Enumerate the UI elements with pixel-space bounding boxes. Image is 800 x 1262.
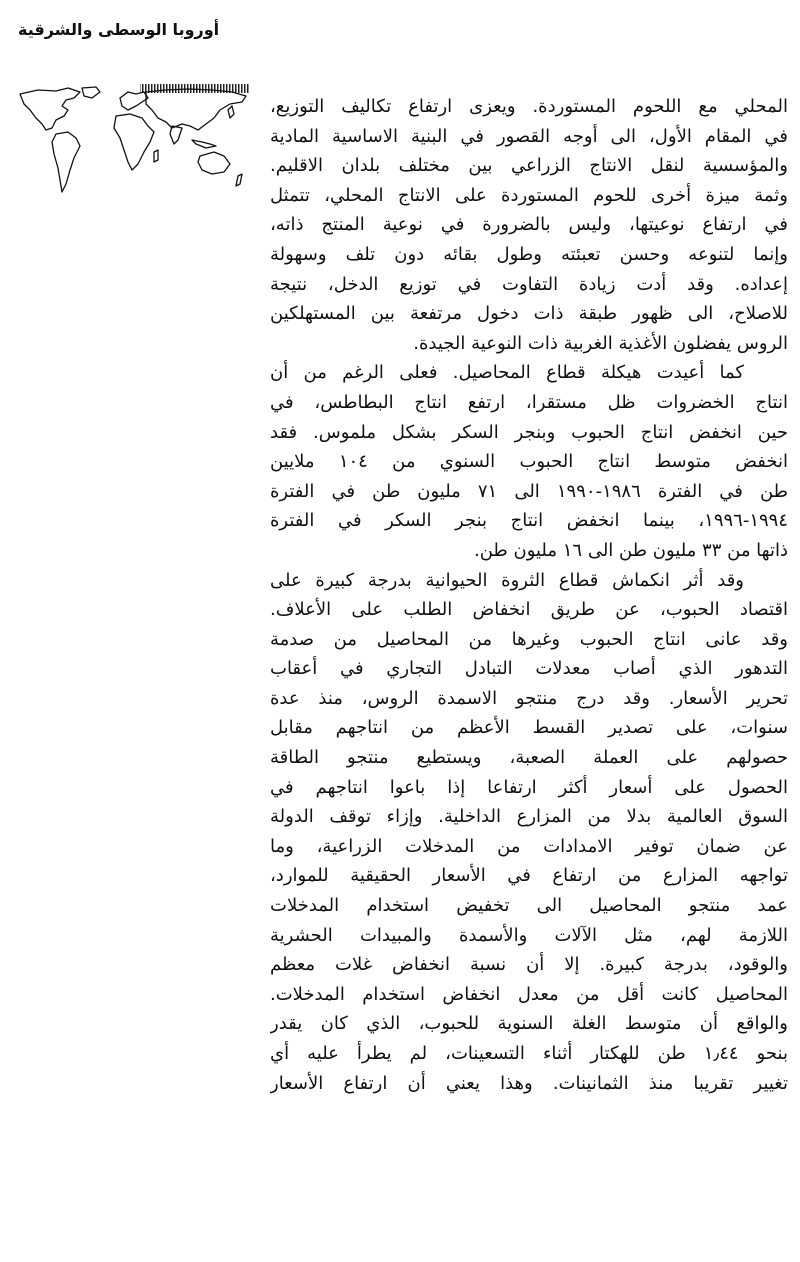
section-title: أوروبا الوسطى والشرقية (18, 20, 220, 39)
continent-japan (228, 106, 234, 118)
paragraph-1 (270, 92, 788, 358)
text-line: تحرير الأسعار. وقد درج منتجو الاسمدة الروس، منذ عدة (270, 687, 788, 709)
text-line: وإنما لتنوعه وحسن تعبئته وطول بقائه دون تلف وسهولة (270, 243, 788, 265)
continent-australia (198, 152, 230, 174)
text-line: عن ضمان توفير الامدادات من المدخلات الزراعية، وما (270, 835, 788, 857)
continent-indonesia (192, 140, 216, 148)
text-line: طن في الفترة ١٩٨٦-١٩٩٠ الى ٧١ مليون طن في الفترة (270, 480, 788, 502)
text-line: انخفض متوسط انتاج الحبوب السنوي من ١٠٤ ملايين (270, 451, 788, 473)
continent-greenland (82, 87, 100, 98)
continent-europe (120, 92, 148, 110)
continent-south-america (52, 132, 80, 192)
text-line: حصولهم على العملة الصعبة، ويستطيع منتجو الطاقة (270, 747, 788, 769)
page-header (0, 18, 800, 52)
article-body (270, 92, 788, 1098)
text-line: والوقود، بدرجة كبيرة. إلا أن نسبة انخفاض غلات معظم (270, 954, 788, 976)
continent-new-zealand (236, 174, 242, 186)
text-line: وثمة ميزة أخرى للحوم المستوردة على الانتاج المحلي، تتمثل (270, 184, 788, 206)
text-line: السوق العالمية بدلا من المزارع الداخلية. وإزاء توقف الدولة (270, 806, 788, 828)
continent-madagascar (154, 150, 158, 162)
highlight-band (140, 84, 250, 93)
text-line: انتاج الخضروات ظل مستقرا، ارتفع انتاج البطاطس، في (270, 391, 788, 413)
text-line: سنوات، على تصدير القسط الأعظم من انتاجهم مقابل (270, 717, 788, 739)
text-line: المحاصيل كانت أقل من معدل انخفاض استخدام المدخلات. (270, 983, 788, 1005)
text-line: الحصول على أسعار أكثر ارتفاعا إذا باعوا انتاجهم في (270, 776, 788, 798)
text-line: اللازمة لهم، مثل الآلات والأسمدة والمبيدات الحشرية (270, 924, 788, 946)
text-line: ١٩٩٤-١٩٩٦، بينما انخفض انتاج بنجر السكر في الفترة (270, 510, 788, 532)
text-line: كما أعيدت هيكلة قطاع المحاصيل. فعلى الرغم من أن (270, 362, 744, 384)
text-line: تواجهه المزارع من ارتفاع في الأسعار الحقيقية للموارد، (270, 865, 788, 887)
text-line: والمؤسسية لنقل الانتاج الزراعي بين مختلف بلدان الاقليم. (270, 155, 788, 177)
text-line: في المقام الأول، الى أوجه القصور في البنية الاساسية المادية (270, 125, 788, 147)
text-line: الروس يفضلون الأغذية الغربية ذات النوعية الجيدة. (413, 332, 788, 354)
paragraph-2 (270, 358, 788, 565)
continent-north-america (20, 88, 80, 130)
text-line: وقد أثر انكماش قطاع الثروة الحيوانية بدرجة كبيرة على (270, 569, 744, 591)
text-line: المحلي مع اللحوم المستوردة. ويعزى ارتفاع تكاليف التوزيع، (270, 96, 788, 117)
text-line: اقتصاد الحبوب، عن طريق انخفاض الطلب على الأعلاف. (270, 599, 788, 621)
text-line: التدهور الذي أصاب معدلات التبادل التجاري في أعقاب (270, 658, 788, 680)
world-map-icon (16, 84, 250, 208)
text-line: والواقع أن متوسط الغلة السنوية للحبوب، الذي كان يقدر (270, 1013, 788, 1035)
text-line: وقد عانى انتاج الحبوب وغيرها من المحاصيل من صدمة (270, 628, 788, 650)
continent-india (170, 126, 182, 144)
continent-asia (146, 89, 246, 130)
text-line: عمد منتجو المحاصيل الى تخفيض استخدام المدخلات (270, 895, 788, 917)
paragraph-3 (270, 566, 788, 1099)
text-line: تغيير تقريبا منذ الثمانينات. وهذا يعني أن ارتفاع الأسعار (270, 1072, 788, 1094)
continent-africa (114, 114, 154, 170)
text-line: حين انخفض انتاج الحبوب وبنجر السكر بشكل ملموس. فقد (270, 421, 788, 443)
text-line: إعداده. وقد أدت زيادة التفاوت في توزيع الدخل، نتيجة (270, 273, 788, 295)
text-line: للاصلاح، الى ظهور طبقة ذات دخول مرتفعة بين المستهلكين (270, 303, 788, 325)
text-line: بنحو ١٫٤٤ طن للهكتار أثناء التسعينات، لم يطرأ عليه أي (270, 1043, 788, 1064)
text-line: ذاتها من ٣٣ مليون طن الى ١٦ مليون طن. (474, 539, 788, 561)
text-line: في ارتفاع نوعيتها، وليس بالضرورة في نوعية المنتج ذاته، (270, 214, 788, 236)
